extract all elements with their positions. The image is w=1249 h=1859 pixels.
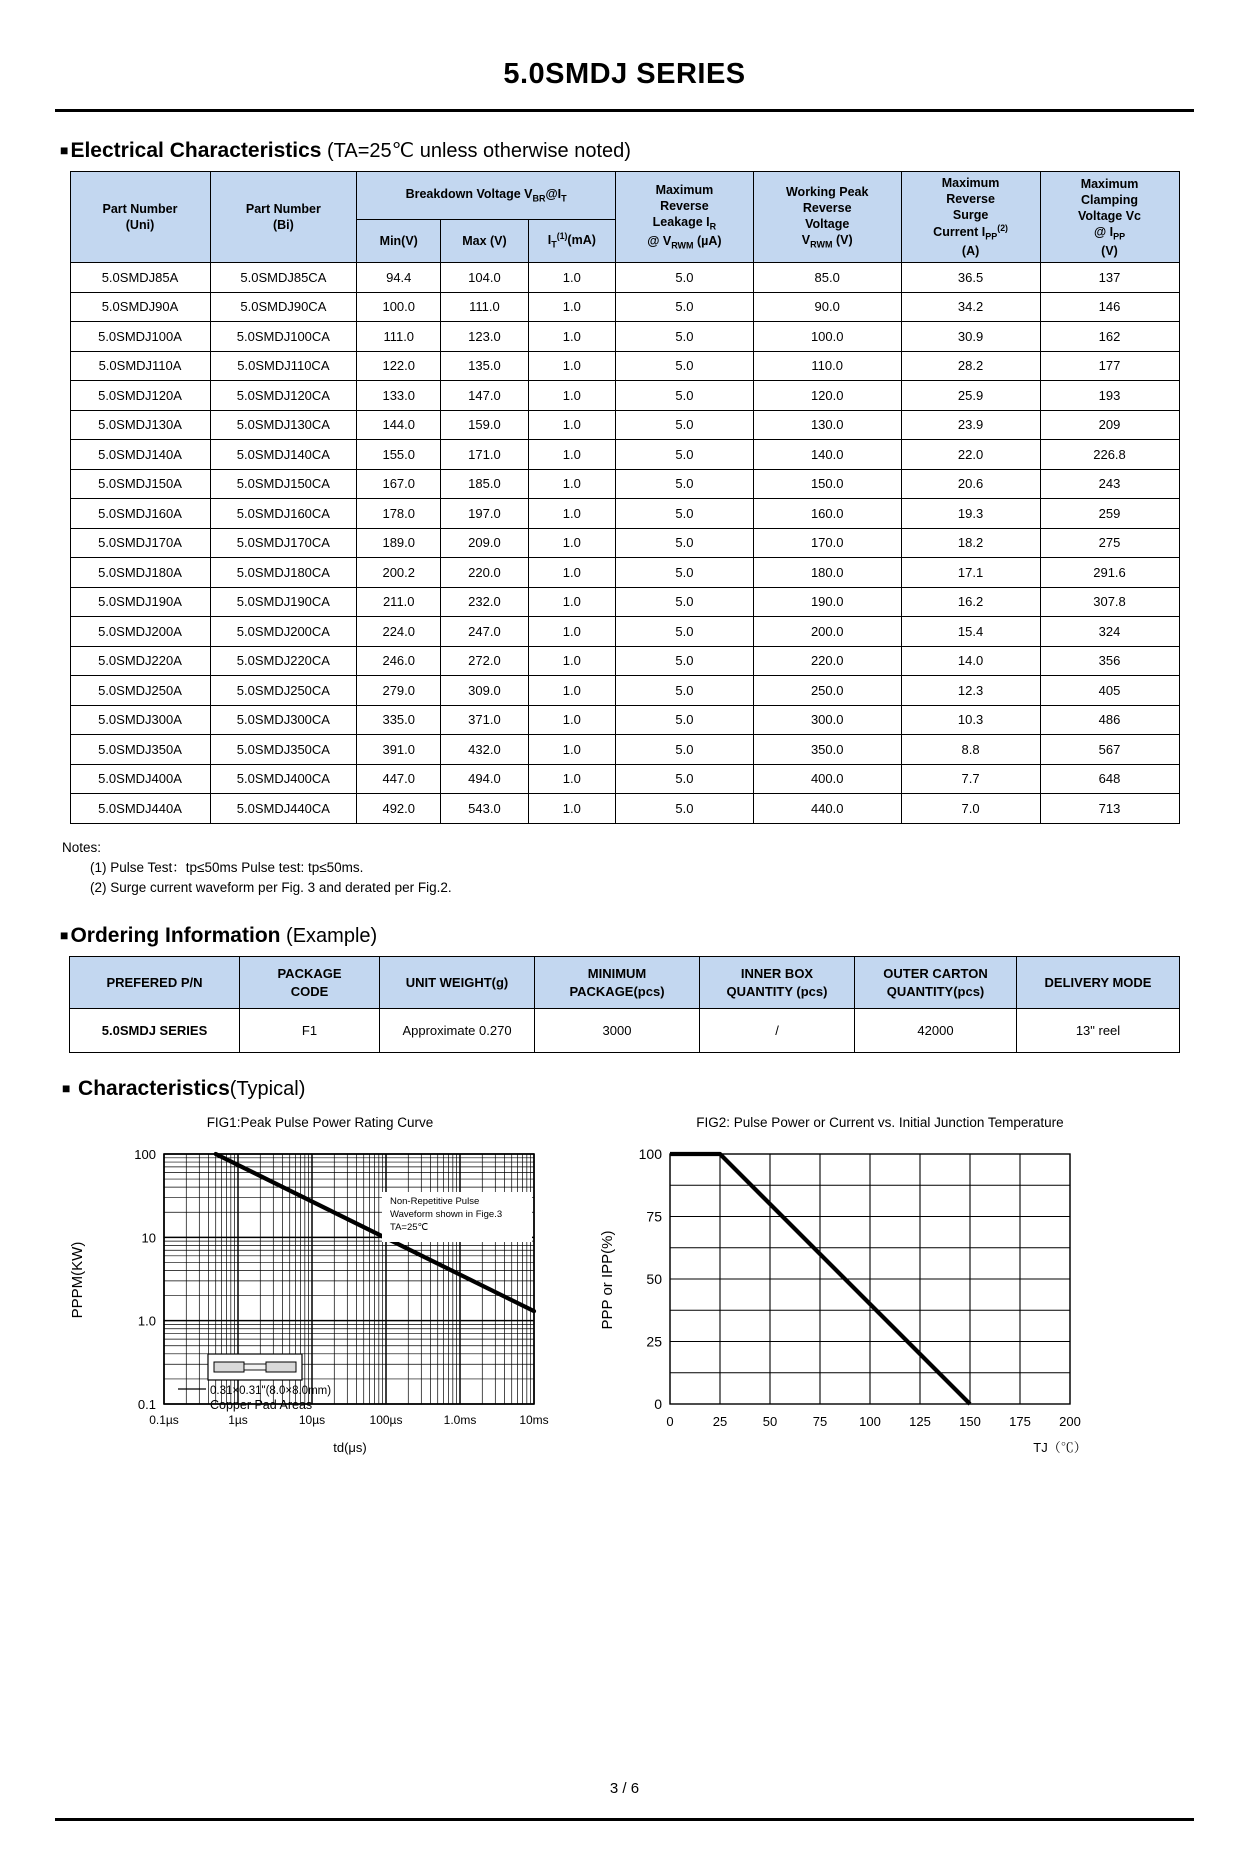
table-cell: 5.0SMDJ90CA: [210, 292, 357, 322]
fig1-pad-caption-1: 0.31×0.31"(8.0×8.0mm): [210, 1385, 332, 1398]
table-cell: 42000: [855, 1009, 1017, 1053]
table-cell: 34.2: [901, 292, 1040, 322]
table-cell: 12.3: [901, 676, 1040, 706]
fig2-ytick: 0: [654, 1396, 662, 1413]
header-divider: [55, 109, 1194, 112]
col-part-number-uni: Part Number (Uni): [70, 172, 210, 263]
table-row: [70, 794, 1179, 824]
table-cell: 1.0: [528, 587, 615, 617]
table-cell: 5.0: [616, 528, 754, 558]
table-cell: 170.0: [753, 528, 901, 558]
col-max-reverse-leakage: Maximum Reverse Leakage $I_R$ @ $V_{RWM}$ (µA): [616, 172, 754, 263]
fig1-ylabel: PPPM(KW): [69, 1242, 86, 1319]
table-cell: 130.0: [753, 410, 901, 440]
table-row: [70, 292, 1179, 322]
ordering-information-table: [69, 956, 1180, 1053]
table-cell: 5.0SMDJ90A: [70, 292, 210, 322]
table-cell: 90.0: [753, 292, 901, 322]
fig1-ytick: 10: [141, 1230, 156, 1246]
table-cell: 5.0SMDJ110CA: [210, 351, 357, 381]
table-cell: Approximate 0.270: [380, 1009, 535, 1053]
table-cell: 5.0: [616, 617, 754, 647]
table-cell: 5.0SMDJ350CA: [210, 735, 357, 765]
table-cell: 120.0: [753, 381, 901, 411]
table-cell: 1.0: [528, 617, 615, 647]
table-cell: 447.0: [357, 764, 441, 794]
table-cell: 247.0: [441, 617, 528, 647]
table-cell: 275: [1040, 528, 1179, 558]
table-cell: 8.8: [901, 735, 1040, 765]
table-cell: 123.0: [441, 322, 528, 352]
table-cell: 713: [1040, 794, 1179, 824]
table-row: [70, 528, 1179, 558]
table-cell: 220.0: [441, 558, 528, 588]
table-row: [70, 263, 1179, 293]
table-cell: 567: [1040, 735, 1179, 765]
fig1-xlabel: td(μs): [333, 1440, 367, 1456]
table-cell: 160.0: [753, 499, 901, 529]
table-row: [70, 558, 1179, 588]
table-row: [70, 351, 1179, 381]
fig1-title: FIG1:Peak Pulse Power Rating Curve: [206, 1115, 434, 1131]
table-cell: 5.0: [616, 587, 754, 617]
fig2-xtick: 25: [712, 1414, 728, 1430]
table-cell: 122.0: [357, 351, 441, 381]
table-cell: 440.0: [753, 794, 901, 824]
table-cell: 391.0: [357, 735, 441, 765]
table-cell: 140.0: [753, 440, 901, 470]
ordering-information-heading: [60, 924, 1249, 948]
table-cell: 30.9: [901, 322, 1040, 352]
table-cell: 5.0SMDJ100CA: [210, 322, 357, 352]
table-cell: 15.4: [901, 617, 1040, 647]
table-cell: 5.0: [616, 322, 754, 352]
table-cell: 10.3: [901, 705, 1040, 735]
characteristics-heading-text: Characteristics: [78, 1077, 230, 1101]
col-package-code: PACKAGE CODE: [240, 957, 380, 1009]
table-cell: 155.0: [357, 440, 441, 470]
table-cell: 1.0: [528, 499, 615, 529]
table-cell: 1.0: [528, 705, 615, 735]
table-cell: 7.0: [901, 794, 1040, 824]
table-cell: 5.0: [616, 676, 754, 706]
col-max-clamping-voltage: Maximum Clamping Voltage Vc @ $I_{PP}$ (V): [1040, 172, 1179, 263]
table-cell: 19.3: [901, 499, 1040, 529]
table-cell: 5.0SMDJ250CA: [210, 676, 357, 706]
table-cell: 232.0: [441, 587, 528, 617]
table-cell: 16.2: [901, 587, 1040, 617]
col-part-number-bi: Part Number (Bi): [210, 172, 357, 263]
table-cell: 25.9: [901, 381, 1040, 411]
fig2-ytick: 75: [646, 1208, 662, 1225]
table-cell: 5.0SMDJ180CA: [210, 558, 357, 588]
table-cell: 5.0: [616, 558, 754, 588]
table-cell: 405: [1040, 676, 1179, 706]
table-row: [70, 1009, 1180, 1053]
table-cell: 250.0: [753, 676, 901, 706]
table-cell: 5.0SMDJ400A: [70, 764, 210, 794]
table-cell: 5.0SMDJ110A: [70, 351, 210, 381]
table-row: [70, 410, 1179, 440]
electrical-characteristics-heading: [60, 138, 1249, 163]
table-cell: 5.0SMDJ100A: [70, 322, 210, 352]
table-cell: 1.0: [528, 558, 615, 588]
fig2-title: FIG2: Pulse Power or Current vs. Initial Junction Temperature: [696, 1115, 1064, 1131]
characteristics-heading: [62, 1077, 1249, 1101]
table-cell: 104.0: [441, 263, 528, 293]
table-cell: 100.0: [357, 292, 441, 322]
ordering-table-body: [70, 1009, 1180, 1053]
copper-pad-body-icon: [244, 1364, 266, 1370]
table-cell: 100.0: [753, 322, 901, 352]
table-cell: 5.0SMDJ200A: [70, 617, 210, 647]
table-cell: 5.0SMDJ250A: [70, 676, 210, 706]
table-cell: 400.0: [753, 764, 901, 794]
fig2-xtick: 125: [909, 1414, 931, 1430]
table-cell: 18.2: [901, 528, 1040, 558]
table-cell: 5.0: [616, 735, 754, 765]
table-cell: 5.0SMDJ130A: [70, 410, 210, 440]
table-cell: 190.0: [753, 587, 901, 617]
electrical-table-body: [70, 263, 1179, 824]
table-cell: 5.0SMDJ150CA: [210, 469, 357, 499]
fig2-ytick: 25: [646, 1333, 662, 1350]
ordering-header-row: [70, 957, 1180, 1009]
table-cell: 5.0SMDJ190CA: [210, 587, 357, 617]
fig2-xtick: 0: [666, 1414, 674, 1430]
footer-divider: [55, 1818, 1194, 1821]
fig1-xtick: 100µs: [369, 1413, 403, 1428]
table-cell: 5.0SMDJ170A: [70, 528, 210, 558]
table-row: [70, 676, 1179, 706]
table-cell: 150.0: [753, 469, 901, 499]
ordering-heading-note: (Example): [286, 925, 378, 948]
fig1-chart: [60, 1115, 580, 1465]
electrical-heading-text: Electrical Characteristics: [70, 139, 322, 162]
col-unit-weight: UNIT WEIGHT(g): [380, 957, 535, 1009]
table-cell: 1.0: [528, 381, 615, 411]
table-cell: 137: [1040, 263, 1179, 293]
table-cell: 5.0SMDJ440CA: [210, 794, 357, 824]
square-bullet-icon: ■: [60, 927, 69, 944]
table-row: [70, 735, 1179, 765]
table-cell: 5.0SMDJ220A: [70, 646, 210, 676]
table-cell: 5.0SMDJ140A: [70, 440, 210, 470]
datasheet-page: [0, 58, 1249, 1859]
table-cell: 5.0SMDJ180A: [70, 558, 210, 588]
table-cell: 111.0: [441, 292, 528, 322]
fig1-xtick: 1.0ms: [443, 1413, 477, 1428]
table-cell: 224.0: [357, 617, 441, 647]
copper-pad-right-icon: [266, 1362, 296, 1372]
table-row: [70, 499, 1179, 529]
characteristics-heading-note: (Typical): [229, 1078, 306, 1101]
table-cell: 279.0: [357, 676, 441, 706]
fig2-xtick: 75: [812, 1414, 828, 1430]
table-cell: 1.0: [528, 764, 615, 794]
table-cell: 94.4: [357, 263, 441, 293]
table-cell: 1.0: [528, 351, 615, 381]
table-cell: 5.0SMDJ85CA: [210, 263, 357, 293]
table-cell: 1.0: [528, 292, 615, 322]
table-row: [70, 646, 1179, 676]
electrical-heading-note: (TA=25℃ unless otherwise noted): [327, 140, 631, 162]
table-cell: 5.0SMDJ170CA: [210, 528, 357, 558]
fig1-xtick: 1µs: [228, 1413, 248, 1428]
table-cell: 177: [1040, 351, 1179, 381]
table-cell: 1.0: [528, 735, 615, 765]
table-cell: 5.0: [616, 764, 754, 794]
table-cell: /: [700, 1009, 855, 1053]
table-cell: 1.0: [528, 646, 615, 676]
table-row: [70, 587, 1179, 617]
table-cell: 146: [1040, 292, 1179, 322]
table-cell: 486: [1040, 705, 1179, 735]
table-row: [70, 617, 1179, 647]
table-cell: 5.0SMDJ350A: [70, 735, 210, 765]
fig1-annotation-1: Non-Repetitive Pulse: [390, 1196, 480, 1208]
table-cell: 1.0: [528, 410, 615, 440]
fig1-ytick: 0.1: [137, 1397, 156, 1413]
fig1-svg: [60, 1130, 580, 1460]
table-cell: 335.0: [357, 705, 441, 735]
table-cell: 5.0SMDJ220CA: [210, 646, 357, 676]
table-cell: 135.0: [441, 351, 528, 381]
table-cell: 36.5: [901, 263, 1040, 293]
table-cell: 133.0: [357, 381, 441, 411]
table-cell: 5.0SMDJ400CA: [210, 764, 357, 794]
col-working-peak-reverse-voltage: Working Peak Reverse Voltage $V_{RWM}$ (V): [753, 172, 901, 263]
table-cell: 85.0: [753, 263, 901, 293]
table-cell: 171.0: [441, 440, 528, 470]
ordering-heading-text: Ordering Information: [70, 924, 281, 948]
table-cell: 5.0SMDJ200CA: [210, 617, 357, 647]
fig1-xtick: 10µs: [298, 1413, 326, 1428]
table-cell: 200.2: [357, 558, 441, 588]
table-cell: 209: [1040, 410, 1179, 440]
notes-block: [62, 838, 1249, 899]
table-cell: 22.0: [901, 440, 1040, 470]
table-cell: 5.0SMDJ190A: [70, 587, 210, 617]
col-delivery-mode: DELIVERY MODE: [1017, 957, 1180, 1009]
table-cell: 543.0: [441, 794, 528, 824]
table-cell: 307.8: [1040, 587, 1179, 617]
table-cell: 356: [1040, 646, 1179, 676]
table-cell: F1: [240, 1009, 380, 1053]
table-header-row-1: [70, 172, 1179, 220]
table-cell: 209.0: [441, 528, 528, 558]
fig2-xtick: 175: [1009, 1414, 1031, 1430]
table-cell: 309.0: [441, 676, 528, 706]
table-cell: 193: [1040, 381, 1179, 411]
fig2-ytick: 100: [638, 1146, 662, 1163]
table-row: [70, 469, 1179, 499]
table-cell: 5.0: [616, 292, 754, 322]
table-cell: 13" reel: [1017, 1009, 1180, 1053]
table-cell: 110.0: [753, 351, 901, 381]
table-cell: 1.0: [528, 528, 615, 558]
table-cell: 5.0SMDJ160A: [70, 499, 210, 529]
table-cell: 5.0SMDJ140CA: [210, 440, 357, 470]
table-cell: 5.0SMDJ SERIES: [70, 1009, 240, 1053]
table-cell: 5.0: [616, 469, 754, 499]
table-cell: 200.0: [753, 617, 901, 647]
table-cell: 494.0: [441, 764, 528, 794]
table-cell: 1.0: [528, 440, 615, 470]
table-cell: 5.0: [616, 410, 754, 440]
table-cell: 492.0: [357, 794, 441, 824]
table-cell: 211.0: [357, 587, 441, 617]
table-cell: 1.0: [528, 322, 615, 352]
table-cell: 226.8: [1040, 440, 1179, 470]
table-cell: 5.0SMDJ150A: [70, 469, 210, 499]
table-cell: 1.0: [528, 263, 615, 293]
fig1-annotation-2: Waveform shown in Fige.3: [390, 1209, 503, 1221]
table-cell: 162: [1040, 322, 1179, 352]
table-cell: 5.0SMDJ300CA: [210, 705, 357, 735]
notes-label: Notes:: [62, 839, 102, 855]
col-breakdown-voltage: Breakdown Voltage $V_{BR}@I_T$: [357, 172, 616, 220]
table-cell: 167.0: [357, 469, 441, 499]
fig2-xlabel: TJ（℃）: [1033, 1440, 1087, 1456]
table-cell: 5.0: [616, 705, 754, 735]
table-cell: 1.0: [528, 676, 615, 706]
table-row: [70, 705, 1179, 735]
table-cell: 28.2: [901, 351, 1040, 381]
table-cell: 5.0: [616, 646, 754, 676]
col-breakdown-min: Min(V): [357, 220, 441, 263]
table-cell: 1.0: [528, 794, 615, 824]
fig1-ytick: 100: [134, 1147, 156, 1163]
note-item: (2) Surge current waveform per Fig. 3 and derated per Fig.2.: [90, 880, 452, 896]
characteristics-charts: [0, 1115, 1249, 1485]
col-test-current: $I_T^{(1)}(mA)$: [528, 220, 615, 263]
table-row: [70, 322, 1179, 352]
table-cell: 272.0: [441, 646, 528, 676]
fig2-xtick: 150: [959, 1414, 981, 1430]
table-cell: 17.1: [901, 558, 1040, 588]
table-cell: 197.0: [441, 499, 528, 529]
table-cell: 350.0: [753, 735, 901, 765]
table-cell: 5.0: [616, 351, 754, 381]
table-cell: 144.0: [357, 410, 441, 440]
table-row: [70, 764, 1179, 794]
table-cell: 300.0: [753, 705, 901, 735]
table-cell: 5.0SMDJ120CA: [210, 381, 357, 411]
col-prefered-pn: PREFERED P/N: [70, 957, 240, 1009]
table-cell: 432.0: [441, 735, 528, 765]
fig2-xtick: 50: [762, 1414, 778, 1430]
fig2-svg: [590, 1130, 1170, 1460]
table-cell: 7.7: [901, 764, 1040, 794]
table-cell: 648: [1040, 764, 1179, 794]
table-cell: 246.0: [357, 646, 441, 676]
table-cell: 178.0: [357, 499, 441, 529]
fig2-chart: [590, 1115, 1170, 1465]
fig1-ytick: 1.0: [137, 1314, 156, 1330]
table-cell: 5.0: [616, 794, 754, 824]
col-outer-carton-quantity: OUTER CARTON QUANTITY(pcs): [855, 957, 1017, 1009]
fig2-ytick: 50: [646, 1271, 662, 1288]
table-cell: 180.0: [753, 558, 901, 588]
table-cell: 324: [1040, 617, 1179, 647]
fig1-xtick: 0.1µs: [149, 1413, 179, 1428]
table-cell: 5.0SMDJ440A: [70, 794, 210, 824]
table-cell: 189.0: [357, 528, 441, 558]
table-cell: 5.0: [616, 440, 754, 470]
table-cell: 5.0: [616, 381, 754, 411]
table-cell: 5.0: [616, 499, 754, 529]
table-cell: 5.0SMDJ120A: [70, 381, 210, 411]
table-cell: 3000: [535, 1009, 700, 1053]
table-cell: 159.0: [441, 410, 528, 440]
table-cell: 259: [1040, 499, 1179, 529]
fig2-ylabel: PPP or IPP(%): [599, 1230, 616, 1330]
square-bullet-icon: ■: [60, 142, 69, 158]
table-cell: 5.0SMDJ160CA: [210, 499, 357, 529]
fig2-xtick: 100: [859, 1414, 881, 1430]
table-row: [70, 381, 1179, 411]
electrical-characteristics-table: [70, 171, 1180, 824]
table-cell: 14.0: [901, 646, 1040, 676]
table-cell: 220.0: [753, 646, 901, 676]
copper-pad-left-icon: [214, 1362, 244, 1372]
col-max-reverse-surge-current: Maximum Reverse Surge Current $I_{PP}^{(2)}$ (A): [901, 172, 1040, 263]
page-number: 3 / 6: [609, 1780, 640, 1797]
table-cell: 5.0SMDJ85A: [70, 263, 210, 293]
table-cell: 147.0: [441, 381, 528, 411]
table-cell: 371.0: [441, 705, 528, 735]
table-cell: 111.0: [357, 322, 441, 352]
fig1-xtick: 10ms: [519, 1413, 549, 1428]
fig1-annotation-3: TA=25℃: [390, 1222, 429, 1234]
table-cell: 185.0: [441, 469, 528, 499]
col-breakdown-max: Max (V): [441, 220, 528, 263]
table-cell: 5.0: [616, 263, 754, 293]
table-cell: 23.9: [901, 410, 1040, 440]
fig1-pad-caption-2: Copper Pad Areas: [210, 1398, 313, 1413]
table-cell: 5.0SMDJ130CA: [210, 410, 357, 440]
table-cell: 5.0SMDJ300A: [70, 705, 210, 735]
table-cell: 1.0: [528, 469, 615, 499]
fig2-xtick: 200: [1059, 1414, 1081, 1430]
table-row: [70, 440, 1179, 470]
square-bullet-icon: ■: [62, 1080, 71, 1097]
col-inner-box-quantity: INNER BOX QUANTITY (pcs): [700, 957, 855, 1009]
note-item: (1) Pulse Test：tp≤50ms Pulse test: tp≤50ms.: [90, 859, 364, 875]
table-cell: 20.6: [901, 469, 1040, 499]
table-cell: 291.6: [1040, 558, 1179, 588]
table-cell: 243: [1040, 469, 1179, 499]
page-title: 5.0SMDJ SERIES: [503, 58, 746, 90]
col-minimum-package: MINIMUM PACKAGE(pcs): [535, 957, 700, 1009]
